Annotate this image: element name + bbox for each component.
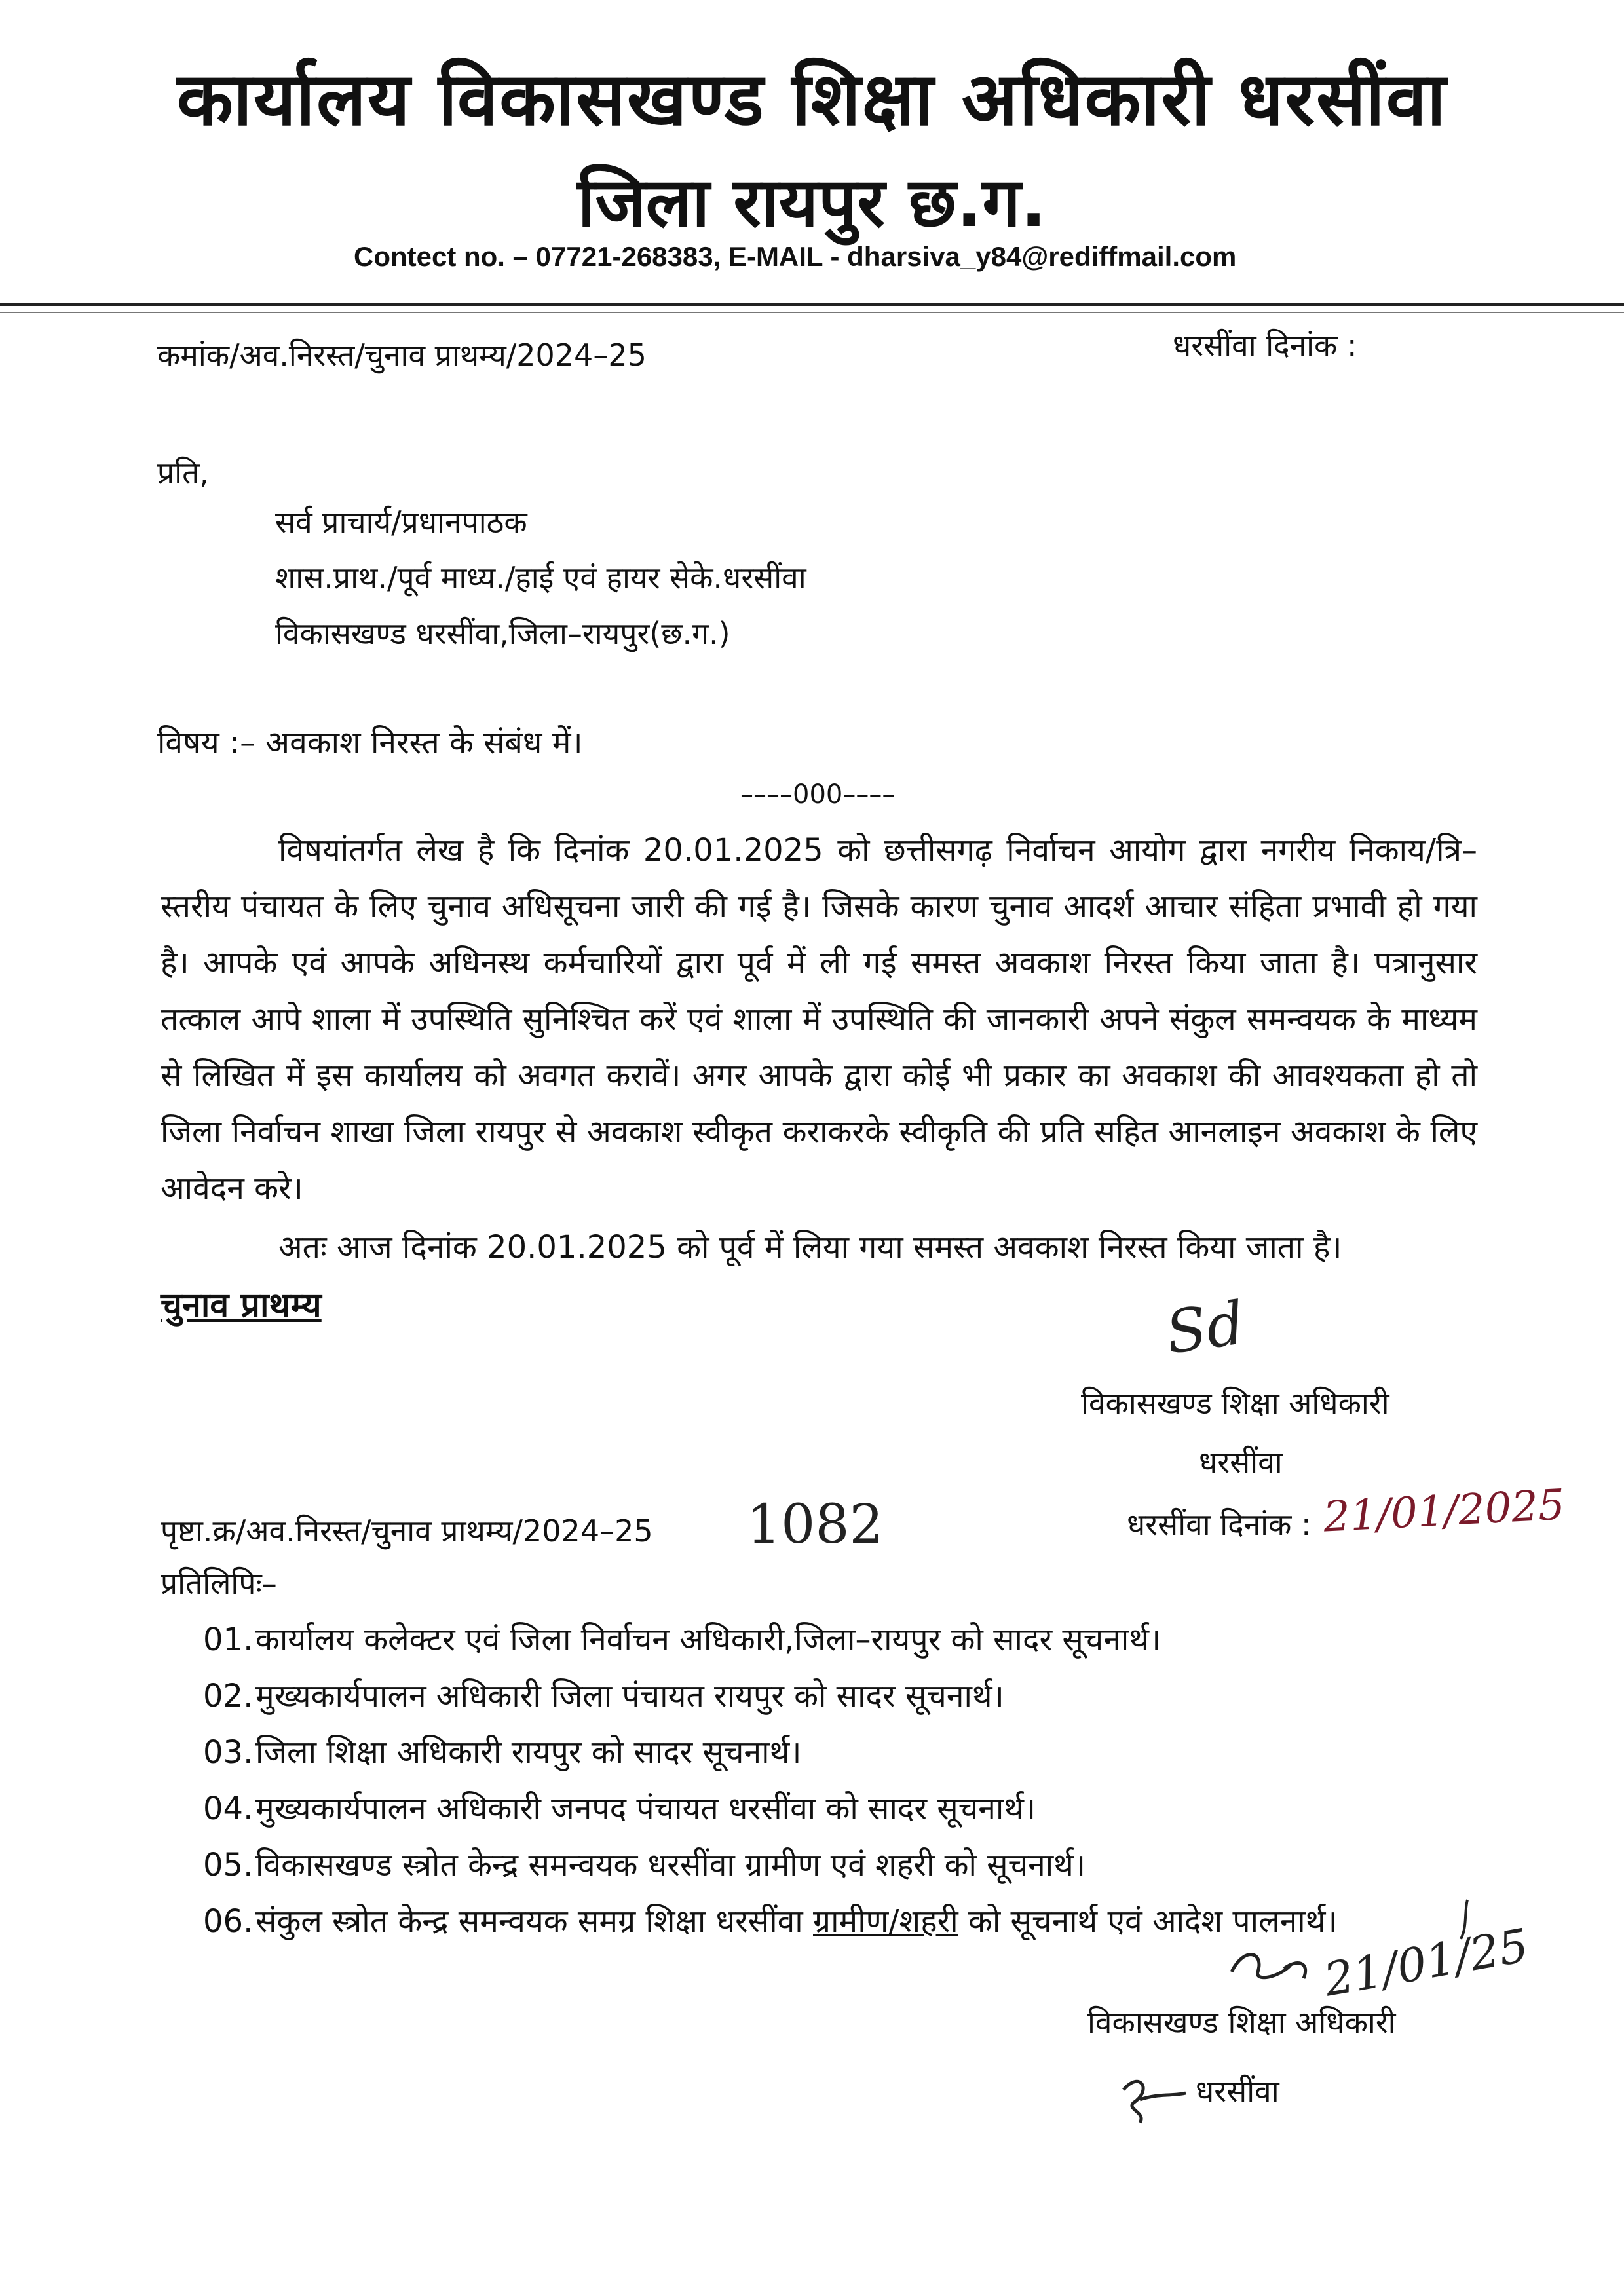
subject-line: विषय :– अवकाश निरस्त के संबंध में। [157, 725, 583, 761]
reference-date-label: धरसींवा दिनांक : [1173, 328, 1357, 363]
recipient-line-1: सर्व प्राचार्य/प्रधानपाठक [275, 504, 527, 540]
handwritten-date-2: 21/01/25 [1320, 1918, 1533, 2007]
list-item: 01.कार्यालय कलेक्टर एवं जिला निर्वाचन अधिकारी,जिला–रायपुर को सादर सूचनार्थ। [203, 1621, 1161, 1658]
copy-list [203, 1612, 1338, 1950]
recipient-prati: प्रति, [157, 455, 209, 491]
body-paragraph-2: अतः आज दिनांक 20.01.2025 को पूर्व में लिया गया समस्त अवकाश निरस्त किया जाता है। [278, 1229, 1342, 1266]
recipient-line-2: शास.प्राथ./पूर्व माध्य./हाई एवं हायर सेके.धरसींवा [275, 560, 806, 595]
handwritten-dispatch-number: 1082 [747, 1494, 884, 1556]
district-title: जिला रायपुर छ.ग. [577, 162, 1047, 242]
signature2-designation: विकासखण्ड शिक्षा अधिकारी [1087, 2005, 1396, 2040]
list-item: 05.विकासखण्ड स्त्रोत केन्द्र समन्वयक धरसींवा ग्रामीण एवं शहरी को सूचनार्थ। [203, 1847, 1086, 1883]
header-rule [0, 303, 1624, 306]
list-item: 02.मुख्यकार्यपालन अधिकारी जिला पंचायत रायपुर को सादर सूचनार्थ। [203, 1678, 1004, 1714]
signature1-designation: विकासखण्ड शिक्षा अधिकारी [1081, 1386, 1389, 1421]
handwritten-date: 21/01/2025 [1322, 1481, 1566, 1542]
body-paragraph-1: विषयांतर्गत लेख है कि दिनांक 20.01.2025 को छत्तीसगढ़ निर्वाचन आयोग द्वारा नगरीय निकाय/त्रि–स्तरीय पंचायत के लिए चुनाव अधिसूचना जारी की गई है। जिसके कारण चुनाव आदर्श आचार संहिता प्रभावी हो गया है। आपके एवं आपके अधिनस्थ कर्मचारियों द्वारा पूर्व में ली गई समस्त अवकाश निरस्त किया जाता है। पत्रानुसार तत्काल आपे शाला में उपस्थिति सुनिश्चित करें एवं शाला में उपस्थिति की जानकारी अपने संकुल समन्वयक के माध्यम से लिखित में इस कार्यालय को अवगत करावें। अगर आपके द्वारा कोई भी प्रकार का अवकाश की आवश्यकता हो तो जिला निर्वाचन शाखा जिला रायपुर से अवकाश स्वीकृत कराकरके स्वीकृति की प्रति सहित आनलाइन अवकाश के लिए आवेदन करे। [161, 832, 1477, 1207]
header-rule-thin [0, 312, 1624, 313]
signature2-place: धरसींवा [1196, 2073, 1279, 2109]
list-item: 06.संकुल स्त्रोत केन्द्र समन्वयक समग्र शिक्षा धरसींवा ग्रामीण/शहरी को सूचनार्थ एवं आदेश पालनार्थ। [203, 1903, 1338, 1940]
letter-body [161, 822, 1477, 1275]
recipient-line-3: विकासखण्ड धरसींवा,जिला–रायपुर(छ.ग.) [275, 616, 730, 651]
copy-label: प्रतिलिपिः– [161, 1566, 277, 1601]
signature1-place: धरसींवा [1199, 1444, 1283, 1480]
reference-number: कमांक/अव.निरस्त/चुनाव प्राथम्य/2024–25 [157, 337, 647, 373]
contact-line: Contect no. – 07721-268383, E-MAIL - dharsiva_y84@rediffmail.com [354, 241, 1237, 272]
endorsement-number: पृष्टा.क्र/अव.निरस्त/चुनाव प्राथम्य/2024–25 [161, 1513, 653, 1549]
priority-label: चुनाव प्राथम्य [161, 1286, 322, 1325]
list-item: 03.जिला शिक्षा अधिकारी रायपुर को सादर सूचनार्थ। [203, 1734, 802, 1771]
list-item: 04.मुख्यकार्यपालन अधिकारी जनपद पंचायत धरसींवा को सादर सूचनार्थ। [203, 1790, 1036, 1827]
endorsement-date-label: धरसींवा दिनांक : [1127, 1507, 1312, 1542]
initials-mark-icon [1114, 2064, 1192, 2129]
separator: ––––000–––– [740, 780, 896, 810]
signature-sd: Sd [1161, 1289, 1249, 1368]
office-title: कार्यालय विकासखण्ड शिक्षा अधिकारी धरसींवा [176, 57, 1448, 142]
